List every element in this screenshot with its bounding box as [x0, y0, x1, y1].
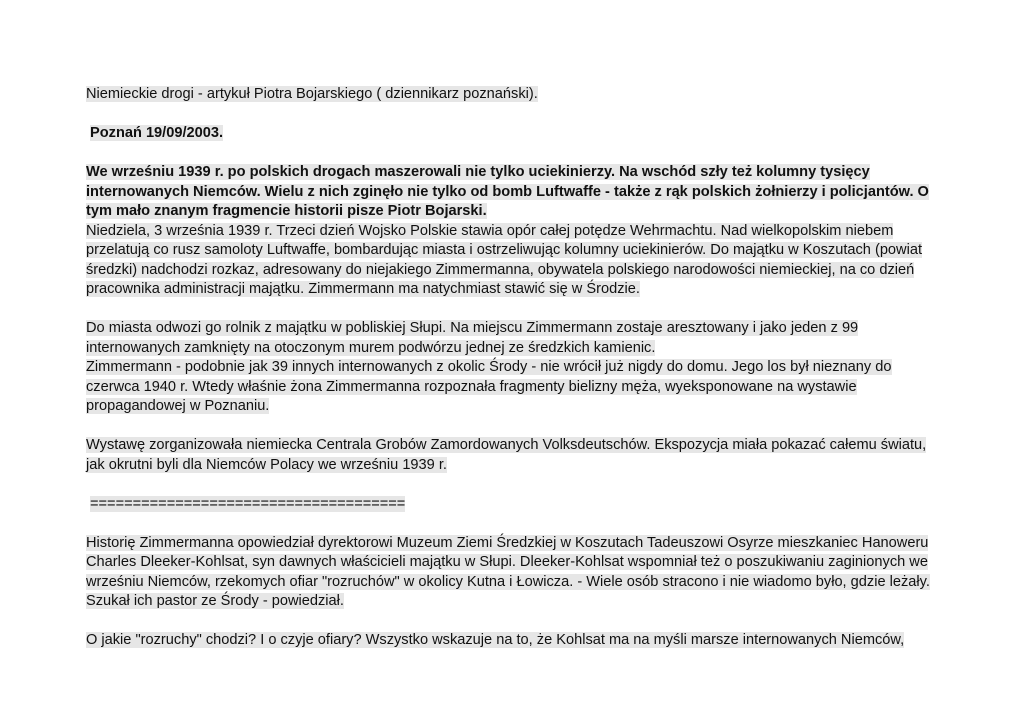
paragraph-5: [86, 631, 946, 651]
lead-paragraph: [86, 163, 946, 222]
spacer: [86, 300, 946, 320]
text-line: Zimmermann - podobnie jak 39 innych internowanych z okolic Środy - nie wrócił już nigdy do domu. Jego los był nieznany do: [86, 359, 892, 375]
text-line: O jakie "rozruchy" chodzi? I o czyje ofiary? Wszystko wskazuje na to, że Kohlsat ma na myśli marsze internowanych Niemców,: [86, 632, 905, 648]
text-line: We wrześniu 1939 r. po polskich drogach maszerowali nie tylko uciekinierzy. Na wschód szły też kolumny tysięcy: [86, 164, 870, 180]
text-line: tym mało znanym fragmencie historii pisze Piotr Bojarski.: [86, 203, 487, 219]
article-title: Niemieckie drogi - artykuł Piotra Bojarskiego ( dziennikarz poznański).: [86, 86, 538, 102]
document-body: [86, 85, 946, 651]
paragraph-2: [86, 319, 946, 417]
text-line: Niedziela, 3 września 1939 r. Trzeci dzień Wojsko Polskie stawia opór całej potędze Wehrmachtu. Nad wielkopolskim niebem: [86, 222, 894, 239]
paragraph-3: [86, 436, 946, 475]
text-line: Szukał ich pastor ze Środy - powiedział.: [86, 593, 344, 609]
paragraph-4: [86, 534, 946, 612]
text-line: propagandowej w Poznaniu.: [86, 398, 270, 414]
text-line: Wystawę zorganizowała niemiecka Centrala Grobów Zamordowanych Volksdeutschów. Ekspozycja miała pokazać całemu światu,: [86, 437, 927, 453]
spacer: [86, 612, 946, 632]
spacer: [86, 417, 946, 437]
text-line: przelatują co rusz samoloty Luftwaffe, bombardując miasta i ostrzeliwując kolumny uciekinierów. Do majątku w Koszutach (powiat: [86, 242, 922, 258]
paragraph-1: [86, 222, 946, 300]
dateline: Poznań 19/09/2003.: [90, 125, 224, 141]
text-line: internowanych Niemców. Wielu z nich zginęło nie tylko od bomb Luftwaffe - także z rąk polskich żołnierzy i policjantów. O: [86, 183, 929, 200]
text-line: jak okrutni byli dla Niemców Polacy we wrześniu 1939 r.: [86, 456, 447, 473]
text-line: Do miasta odwozi go rolnik z majątku w pobliskiej Słupi. Na miejscu Zimmermann zostaje aresztowany i jako jeden z 99: [86, 320, 859, 336]
spacer: [86, 144, 946, 164]
text-line: wrześniu Niemców, rzekomych ofiar "rozruchów" w okolicy Kutna i Łowicza. - Wiele osób stracono i nie wiadomo było, gdzie leżały.: [86, 573, 930, 590]
spacer: [86, 475, 946, 495]
text-line: pracownika administracji majątku. Zimmermann ma natychmiast stawić się w Środzie.: [86, 281, 640, 297]
text-line: Historię Zimmermanna opowiedział dyrektorowi Muzeum Ziemi Średzkiej w Koszutach Tadeuszowi Osyrze mieszkaniec Hanoweru: [86, 534, 929, 551]
text-line: internowanych zamknięty na otoczonym murem podwórzu jednej ze średzkich kamienic.: [86, 339, 656, 356]
text-line: czerwca 1940 r. Wtedy właśnie żona Zimmermanna rozpoznała fragmenty bielizny męża, wyeksponowane na wystawie: [86, 378, 857, 395]
text-line: średzki) nadchodzi rozkaz, adresowany do niejakiego Zimmermanna, obywatela polskiego narodowości niemieckiej, na co dzień: [86, 261, 915, 278]
spacer: [86, 105, 946, 125]
text-line: Charles Dleeker-Kohlsat, syn dawnych właścicieli majątku w Słupi. Dleeker-Kohlsat wspomniał też o poszukiwaniu zaginionych we: [86, 554, 928, 570]
spacer: [86, 514, 946, 534]
separator-line: =====================================: [90, 495, 406, 512]
